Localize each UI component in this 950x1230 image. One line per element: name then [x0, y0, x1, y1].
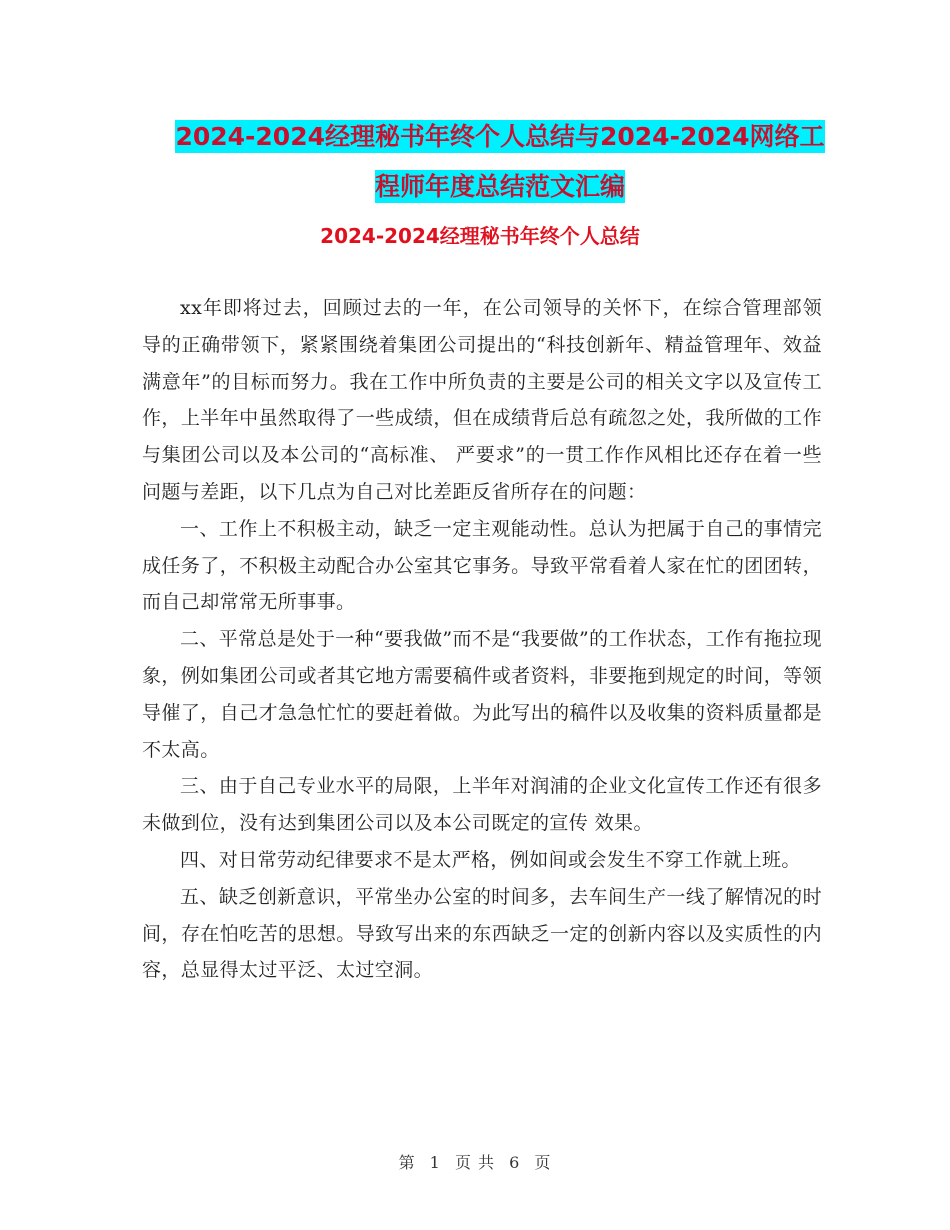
document-title-line-2: 程师年度总结范文汇编 [374, 172, 625, 201]
paragraph-point-5: 五、缺乏创新意识，平常坐办公室的时间多，去车间生产一线了解情况的时间，存在怕吃苦的思想。导致写出来的东西缺乏一定的创新内容以及实质性的内容，总显得太过平泛、太过空洞。 [142, 885, 822, 982]
section-title: 2024-2024经理秘书年终个人总结 [320, 224, 640, 248]
paragraph-point-3: 三、由于自己专业水平的局限，上半年对润浦的企业文化宣传工作还有很多未做到位，没有达到集团公司以及本公司既定的宣传 效果。 [142, 775, 822, 835]
paragraph-intro: xx年即将过去，回顾过去的一年，在公司领导的关怀下，在综合管理部领导的正确带领下，紧紧围绕着集团公司提出的“科技创新年、精益管理年、效益满意年”的目标而努力。我在工作中所负责的主要是公司的相关文字以及宣传工作，上半年中虽然取得了一些成绩，但在成绩背后总有疏忽之处，我所做的工作与集团公司以及本公司的“高标准、 严要求”的一贯工作作风相比还存在着一些问题与差距，以下几点为自己对比差距反省所存在的问题： [142, 297, 822, 503]
page-number: 1 [429, 1153, 441, 1172]
document-body [142, 290, 822, 989]
page-total: 6 [509, 1153, 521, 1172]
paragraph-point-2: 二、平常总是处于一种“要我做”而不是“我要做”的工作状态，工作有拖拉现象，例如集团公司或者其它地方需要稿件或者资料，非要拖到规定的时间，等领导催了，自己才急急忙忙的要赶着做。为此写出的稿件以及收集的资料质量都是不太高。 [142, 628, 822, 761]
page-footer [0, 1150, 950, 1173]
paragraph-point-4: 四、对日常劳动纪律要求不是太严格，例如间或会发生不穿工作就上班。 [180, 848, 801, 871]
page-suffix: 页 [534, 1153, 552, 1172]
page-middle: 页 共 [454, 1153, 496, 1172]
paragraph-point-1: 一、工作上不积极主动，缺乏一定主观能动性。总认为把属于自己的事情完成任务了，不积极主动配合办公室其它事务。导致平常看着人家在忙的团团转，而自己却常常无所事事。 [142, 517, 822, 614]
document-title [140, 112, 860, 212]
page-prefix: 第 [398, 1153, 416, 1172]
document-title-line-1: 2024-2024经理秘书年终个人总结与2024-2024网络工 [175, 122, 825, 151]
